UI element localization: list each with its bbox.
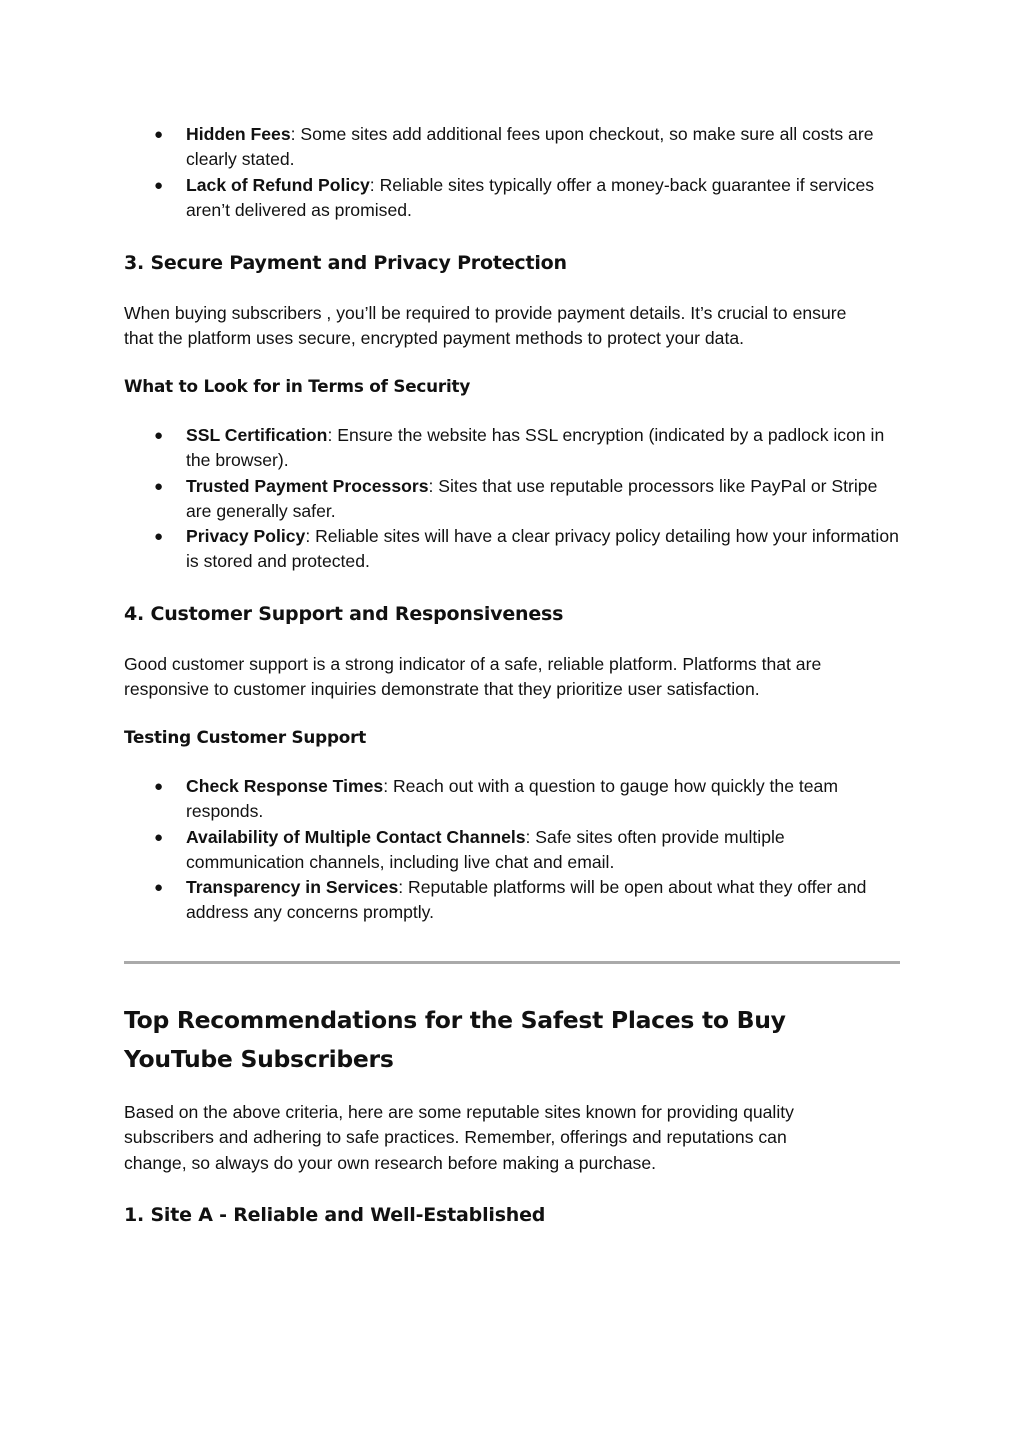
page-heading: Top Recommendations for the Safest Places to Buy YouTube Subscribers — [124, 1006, 786, 1073]
section-subheading: What to Look for in Terms of Security — [124, 376, 471, 396]
list-item — [124, 122, 900, 173]
list-item-text: : Reliable sites typically offer a money-back guarantee if services aren’t delivered as promised. — [186, 174, 875, 220]
list-item-text: : Safe sites often provide multiple communication channels, including live chat and email. — [186, 826, 785, 872]
section-paragraph: Based on the above criteria, here are some reputable sites known for providing quality subscribers and adhering to safe practices. Remember, offerings and reputations can change, so always do your own research before making a purchase. — [124, 1102, 794, 1173]
section-paragraph: Good customer support is a strong indicator of a safe, reliable platform. Platforms that are responsive to customer inquiries demonstrate that they prioritize user satisfaction. — [124, 654, 822, 700]
list-item — [124, 524, 900, 575]
section-subheading: Testing Customer Support — [124, 727, 367, 747]
list-item-text: : Reach out with a question to gauge how quickly the team responds. — [186, 776, 838, 822]
support-list — [124, 774, 900, 926]
list-item-term: Lack of Refund Policy — [186, 174, 370, 195]
bullet-icon: ● — [154, 176, 164, 194]
list-item-term: SSL Certification — [186, 425, 328, 445]
list-item-text: : Ensure the website has SSL encryption (indicated by a padlock icon in the browser). — [186, 425, 885, 471]
bullet-icon: ● — [154, 778, 164, 795]
list-item-term: Privacy Policy — [186, 526, 306, 547]
section-heading: 4. Customer Support and Responsiveness — [124, 603, 564, 625]
section-heading: 3. Secure Payment and Privacy Protection — [124, 252, 567, 274]
bullet-icon: ● — [154, 126, 164, 143]
section-heading: 1. Site A - Reliable and Well-Established — [124, 1204, 546, 1226]
list-item-text: : Reliable sites will have a clear privacy policy detailing how your information is stored and protected. — [186, 526, 899, 572]
list-item-text: : Some sites add additional fees upon checkout, so make sure all costs are clearly stated. — [186, 124, 874, 170]
bullet-icon: ● — [154, 879, 164, 897]
list-item — [124, 423, 900, 474]
section-paragraph: When buying subscribers , you’ll be required to provide payment details. It’s crucial to ensure that the platform uses secure, encrypted payment methods to protect your data. — [124, 303, 847, 349]
list-item — [124, 474, 900, 525]
bullet-icon: ● — [154, 528, 164, 546]
list-item-term: Transparency in Services — [186, 877, 399, 898]
list-item-term: Hidden Fees — [186, 124, 291, 144]
list-item — [124, 173, 900, 224]
list-item-term: Trusted Payment Processors — [186, 475, 429, 496]
list-item-term: Availability of Multiple Contact Channels — [186, 826, 526, 847]
list-item-text: : Sites that use reputable processors like PayPal or Stripe are generally safer. — [186, 475, 878, 521]
bullet-icon: ● — [154, 828, 164, 846]
bullet-icon: ● — [154, 427, 164, 444]
list-item — [124, 875, 900, 926]
fees-list — [124, 122, 900, 223]
list-item — [124, 825, 900, 876]
list-item-text: : Reputable platforms will be open about what they offer and address any concerns promptly. — [186, 877, 867, 923]
list-item — [124, 774, 900, 825]
list-item-term: Check Response Times — [186, 776, 384, 796]
bullet-icon: ● — [154, 477, 164, 495]
security-list — [124, 423, 900, 575]
horizontal-divider — [124, 961, 900, 964]
